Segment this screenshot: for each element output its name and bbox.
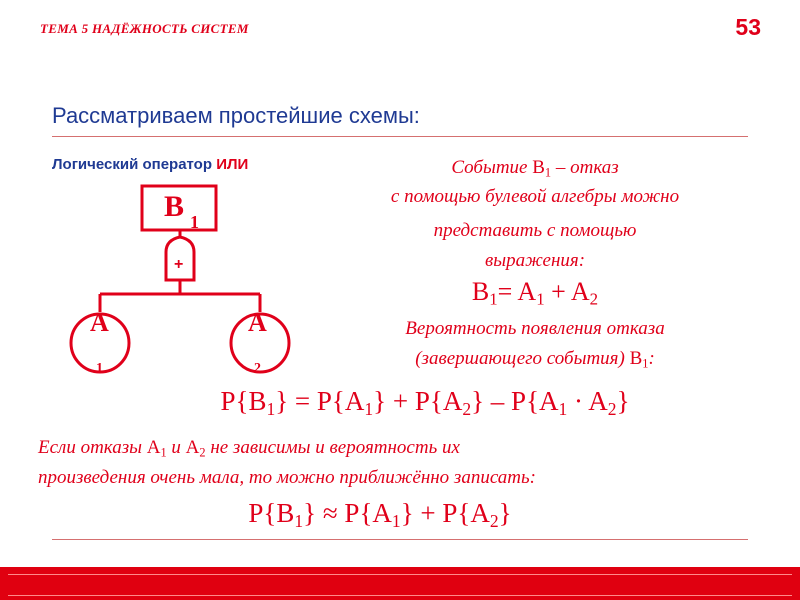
probability-text-line2: (завершающего события) $B_1$: [415, 348, 655, 371]
title-divider [52, 136, 748, 137]
subtitle-operator: ИЛИ [216, 156, 249, 173]
input-a1-label: A [90, 308, 109, 337]
input-a2-subscript: 2 [254, 361, 261, 376]
subtitle-prefix: Логический оператор [52, 156, 217, 173]
represent-text-line: представить с помощью [433, 220, 637, 241]
event-definition: Событие $B_1$ – отказ [451, 157, 619, 180]
topic-header: ТЕМА 5 НАДЁЖНОСТЬ СИСТЕМ [40, 21, 249, 36]
slide-title: Рассматриваем простейшие схемы: [52, 103, 420, 128]
boolean-text-line: с помощью булевой алгебры можно [390, 186, 680, 207]
or-gate-diagram [60, 180, 310, 380]
probability-text-line1: Вероятность появления отказа [405, 318, 665, 339]
top-event-subscript: 1 [190, 212, 199, 232]
top-event-label: B [164, 190, 185, 223]
gate-plus-sign: + [174, 256, 184, 273]
bottom-divider [52, 539, 748, 540]
page-number: 53 [735, 14, 761, 40]
approximate-probability-formula: $P\{B_1\} \approx P\{A_1\} + P\{A_2\}$ [248, 498, 512, 531]
independence-note-line1: Если отказы $A_1$ и $A_2$ не зависимы и вероятность их [38, 437, 460, 460]
exact-probability-formula: $P\{B_1\} = P\{A_1\} + P\{A_2\} - P\{A_1 \cdot A_2\}$ [220, 386, 630, 419]
independence-note-line2: произведения очень мала, то можно приближённо записать: [38, 467, 536, 488]
expression-text-line: выражения: [484, 250, 586, 271]
input-a2-label: A [248, 308, 267, 337]
operator-subtitle [52, 156, 248, 173]
input-a1-subscript: 1 [96, 361, 103, 376]
footer-inner-frame [8, 574, 792, 596]
boolean-expression: $B_1= A_1 + A_2$ [471, 277, 599, 309]
